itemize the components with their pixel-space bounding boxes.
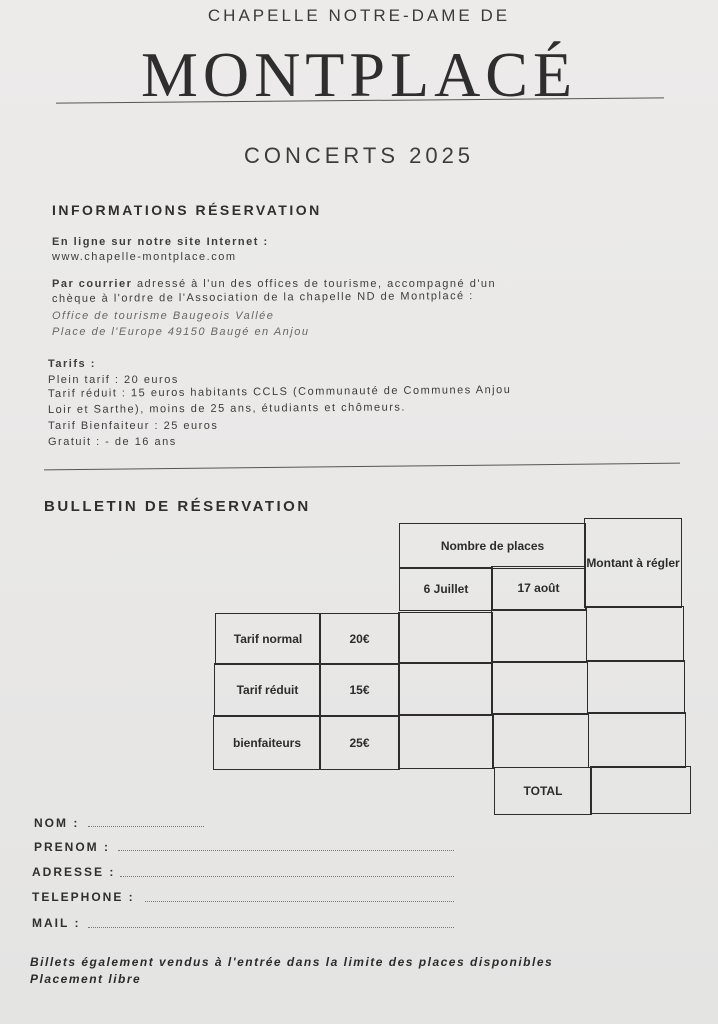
header-date-6-juillet: 6 Juillet bbox=[399, 567, 493, 611]
header-nombre-places: Nombre de places bbox=[399, 523, 586, 569]
tarif-bienfaiteur: Tarif Bienfaiteur : 25 euros bbox=[48, 420, 219, 432]
online-label: En ligne sur notre site Internet : bbox=[52, 236, 269, 248]
mail-text-1: adressé à l'un des offices de tourisme, accompagné d'un bbox=[136, 278, 497, 290]
tarif-gratuit: Gratuit : - de 16 ans bbox=[48, 436, 177, 448]
input-reduit-montant[interactable] bbox=[587, 660, 685, 714]
adresse-label: ADRESSE : bbox=[32, 865, 116, 879]
input-normal-6-juillet[interactable] bbox=[398, 612, 493, 664]
divider bbox=[44, 463, 680, 471]
input-bienfaiteurs-6-juillet[interactable] bbox=[398, 714, 494, 769]
mail-label: MAIL : bbox=[32, 916, 81, 930]
row-price-tarif-normal: 20€ bbox=[319, 613, 400, 665]
office-line-1: Office de tourisme Baugeois Vallée bbox=[52, 310, 275, 322]
concerts-title: CONCERTS 2025 bbox=[243, 143, 475, 168]
tarif-reduit-suite: Loir et Sarthe), moins de 25 ans, étudiants et chômeurs. bbox=[47, 401, 406, 416]
row-label-tarif-normal: Tarif normal bbox=[215, 613, 321, 665]
subtitle: CHAPELLE NOTRE-DAME DE bbox=[207, 6, 511, 25]
prenom-input[interactable] bbox=[118, 850, 454, 851]
row-price-bienfaiteurs: 25€ bbox=[319, 715, 400, 770]
tarif-reduit: Tarif réduit : 15 euros habitants CCLS (Communauté de Communes Anjou bbox=[47, 383, 512, 400]
telephone-label: TELEPHONE : bbox=[32, 890, 135, 904]
header-montant: Montant à régler bbox=[584, 518, 682, 608]
online-url[interactable]: www.chapelle-montplace.com bbox=[52, 251, 237, 263]
row-label-bienfaiteurs: bienfaiteurs bbox=[213, 715, 321, 770]
tarif-plein: Plein tarif : 20 euros bbox=[48, 374, 179, 386]
row-label-tarif-reduit: Tarif réduit bbox=[214, 663, 321, 717]
footer-placement: Placement libre bbox=[30, 972, 142, 986]
total-amount-input[interactable] bbox=[590, 766, 691, 814]
mail-input[interactable] bbox=[88, 927, 454, 928]
mail-text-2: chèque à l'ordre de l'Association de la chapelle ND de Montplacé : bbox=[51, 290, 474, 305]
page-title: MONTPLACÉ bbox=[140, 39, 578, 110]
prenom-label: PRENOM : bbox=[34, 840, 110, 854]
footer-note: Billets également vendus à l'entrée dans la limite des places disponibles bbox=[30, 955, 554, 969]
row-price-tarif-reduit: 15€ bbox=[319, 663, 400, 717]
input-normal-montant[interactable] bbox=[586, 606, 684, 662]
input-bienfaiteurs-17-aout[interactable] bbox=[492, 713, 589, 768]
header-date-17-aout: 17 août bbox=[491, 566, 586, 610]
telephone-input[interactable] bbox=[145, 901, 454, 902]
input-reduit-17-aout[interactable] bbox=[491, 661, 588, 715]
nom-input[interactable] bbox=[88, 826, 204, 827]
input-normal-17-aout[interactable] bbox=[491, 610, 587, 663]
nom-label: NOM : bbox=[34, 816, 80, 830]
bulletin-heading: BULLETIN DE RÉSERVATION bbox=[44, 498, 311, 515]
mail-label: Par courrier bbox=[52, 278, 133, 290]
tarifs-label: Tarifs : bbox=[48, 358, 96, 370]
mail-paragraph-line1 bbox=[52, 278, 496, 290]
adresse-input[interactable] bbox=[120, 876, 454, 877]
total-label: TOTAL bbox=[494, 767, 592, 815]
input-reduit-6-juillet[interactable] bbox=[398, 662, 493, 716]
input-bienfaiteurs-montant[interactable] bbox=[588, 712, 686, 768]
office-line-2: Place de l'Europe 49150 Baugé en Anjou bbox=[52, 326, 310, 338]
info-heading: INFORMATIONS RÉSERVATION bbox=[52, 202, 322, 218]
